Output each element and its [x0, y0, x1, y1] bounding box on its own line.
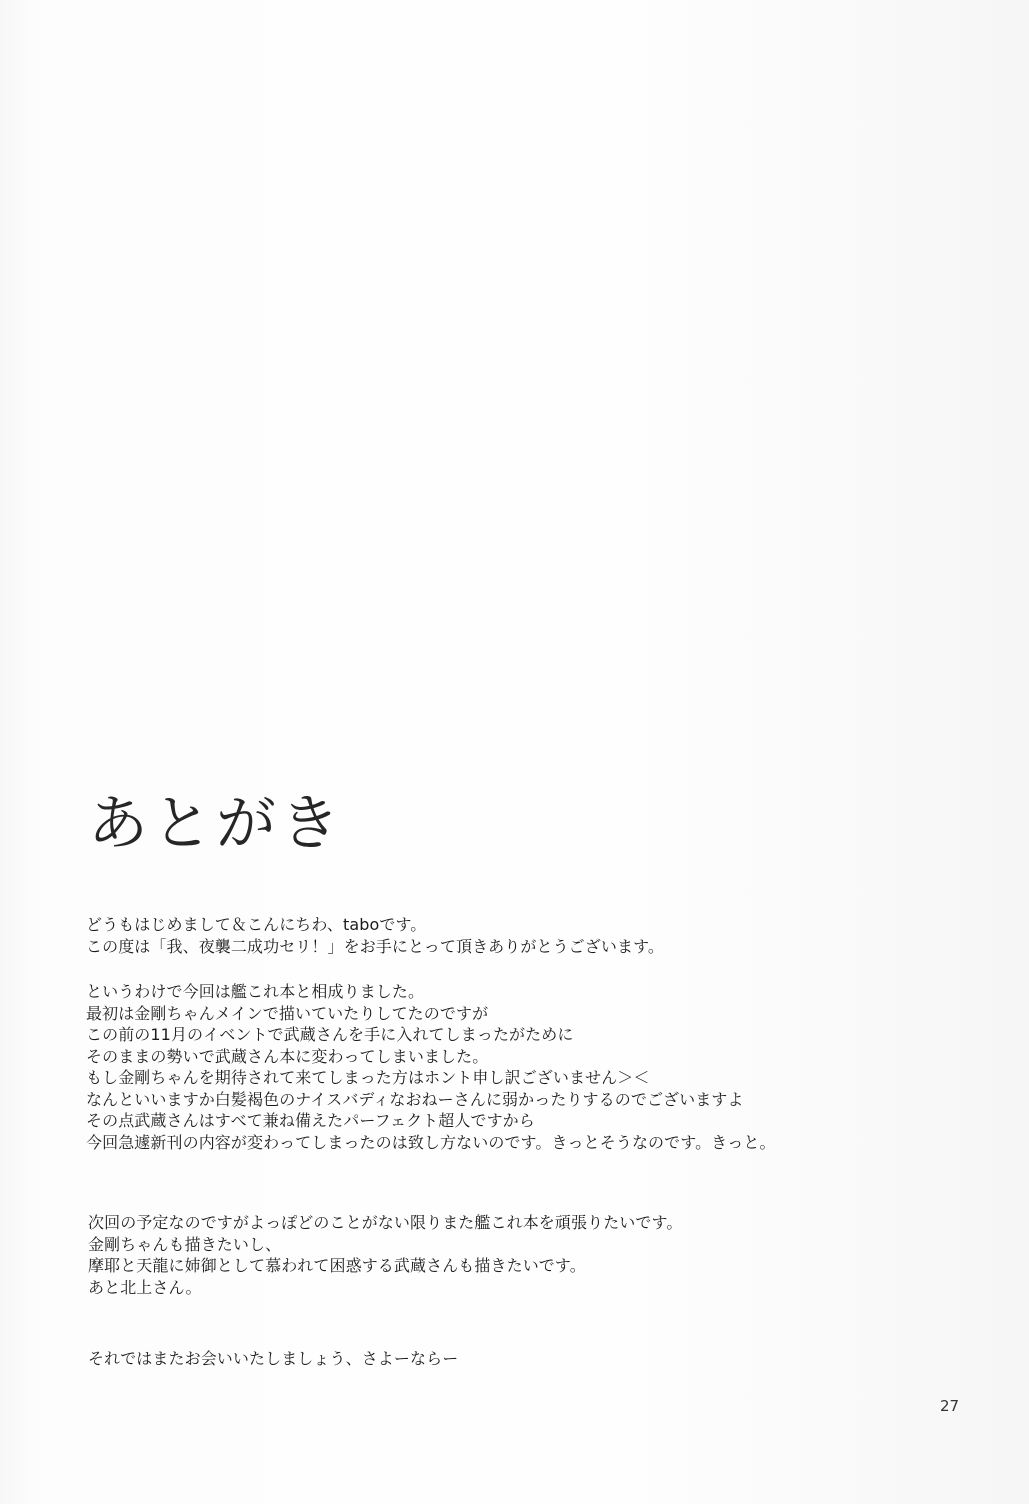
text-line: もし金剛ちゃんを期待されて来てしまった方はホント申し訳ございません＞＜	[86, 1068, 650, 1087]
text-line: この度は「我、夜襲二成功セリ！」をお手にとって頂きありがとうございます。	[86, 936, 665, 956]
text-line: 摩耶と天龍に姉御として慕われて困惑する武蔵さんも描きたいです。	[88, 1256, 586, 1275]
text-line: どうもはじめまして＆こんにちわ、taboです。	[86, 915, 427, 934]
text-line: 今回急遽新刊の内容が変わってしまったのは致し方ないのです。きっとそうなのです。きっと。	[86, 1132, 776, 1152]
text-line: それではまたお会いいたしましょう、さよーならー	[88, 1349, 459, 1368]
page-number: 27	[940, 1397, 960, 1415]
text-line: その点武蔵さんはすべて兼ね備えたパーフェクト超人ですから	[86, 1111, 535, 1130]
text-line: というわけで今回は艦これ本と相成りました。	[86, 982, 425, 1001]
text-line: 最初は金剛ちゃんメインで描いていたりしてたのですが	[86, 1003, 489, 1023]
text-line: なんといいますか白髪褐色のナイスバディなおねーさんに弱かったりするのでございますよ	[86, 1089, 744, 1109]
text-line: 金剛ちゃんも描きたいし、	[88, 1234, 282, 1254]
page-title: あとがき	[88, 789, 344, 859]
paragraph-next-plans	[88, 1212, 682, 1298]
paragraph-greeting	[86, 914, 664, 957]
text-line: そのままの勢いで武蔵さん本に変わってしまいました。	[86, 1046, 489, 1066]
paragraph-farewell	[88, 1348, 458, 1370]
paragraph-story	[86, 981, 776, 1153]
text-line: この前の11月のイベントで武蔵さんを手に入れてしまったがために	[86, 1025, 574, 1044]
text-line: あと北上さん。	[88, 1277, 202, 1297]
text-line: 次回の予定なのですがよっぽどのことがない限りまた艦これ本を頑張りたいです。	[88, 1213, 683, 1232]
